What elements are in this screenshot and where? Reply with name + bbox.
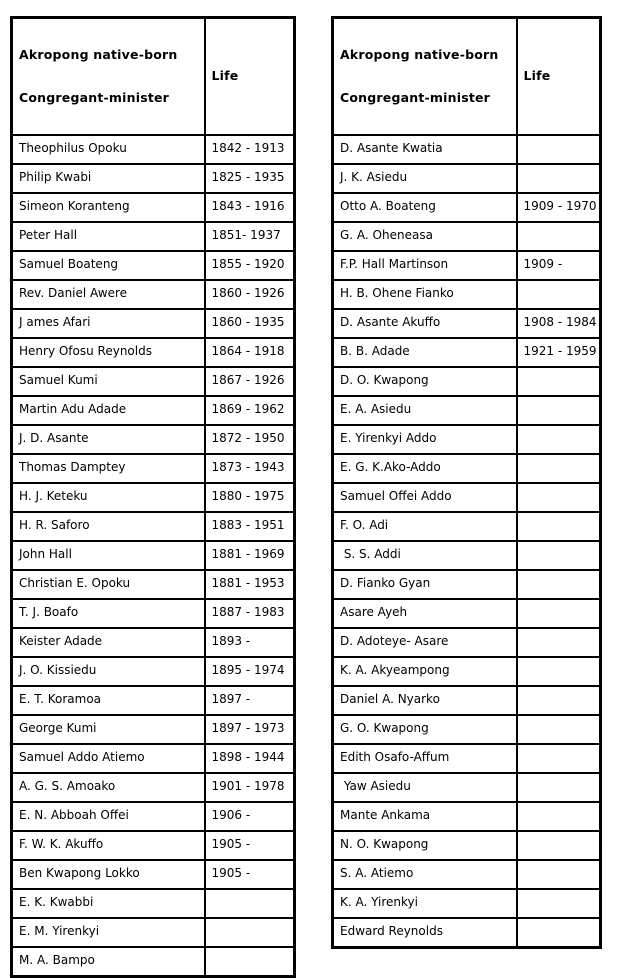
life-dates-cell: [517, 396, 601, 425]
minister-name-cell: D. Asante Kwatia: [333, 135, 517, 164]
minister-name-cell: H. B. Ohene Fianko: [333, 280, 517, 309]
table-row: [12, 309, 295, 338]
life-dates-cell: [517, 831, 601, 860]
life-dates-cell: [517, 860, 601, 889]
table-row: [12, 831, 295, 860]
table-row: [12, 512, 295, 541]
table-row: [333, 802, 601, 831]
life-dates-cell: 1887 - 1983: [205, 599, 295, 628]
life-dates-cell: 1895 - 1974: [205, 657, 295, 686]
minister-name-cell: D. Fianko Gyan: [333, 570, 517, 599]
table-row: [12, 222, 295, 251]
minister-name-cell: J ames Afari: [12, 309, 205, 338]
life-dates-cell: 1867 - 1926: [205, 367, 295, 396]
table-row: [12, 860, 295, 889]
header-line-2: Congregant-minister: [19, 90, 170, 105]
life-dates-cell: [517, 657, 601, 686]
life-dates-cell: [517, 686, 601, 715]
life-dates-cell: 1921 - 1959: [517, 338, 601, 367]
life-dates-cell: 1842 - 1913: [205, 135, 295, 164]
life-dates-cell: 1855 - 1920: [205, 251, 295, 280]
minister-name-cell: S. S. Addi: [333, 541, 517, 570]
life-dates-cell: [205, 918, 295, 947]
minister-name-cell: John Hall: [12, 541, 205, 570]
life-dates-cell: [517, 802, 601, 831]
table-row: [12, 454, 295, 483]
minister-name-cell: Keister Adade: [12, 628, 205, 657]
table-row: [333, 512, 601, 541]
life-dates-cell: [517, 715, 601, 744]
minister-name-cell: T. J. Boafo: [12, 599, 205, 628]
table-row: [12, 686, 295, 715]
minister-name-cell: E. A. Asiedu: [333, 396, 517, 425]
minister-name-cell: J. O. Kissiedu: [12, 657, 205, 686]
table-row: [333, 773, 601, 802]
life-dates-cell: [517, 628, 601, 657]
table-row: [333, 425, 601, 454]
minister-name-cell: Peter Hall: [12, 222, 205, 251]
life-dates-cell: [517, 773, 601, 802]
minister-name-cell: Daniel A. Nyarko: [333, 686, 517, 715]
minister-name-cell: Mante Ankama: [333, 802, 517, 831]
life-dates-cell: [517, 367, 601, 396]
table-row: [12, 396, 295, 425]
life-dates-cell: 1883 - 1951: [205, 512, 295, 541]
life-dates-cell: 1873 - 1943: [205, 454, 295, 483]
life-dates-cell: 1843 - 1916: [205, 193, 295, 222]
minister-name-cell: Samuel Offei Addo: [333, 483, 517, 512]
minister-name-cell: Otto A. Boateng: [333, 193, 517, 222]
table-row: [333, 570, 601, 599]
life-dates-cell: [517, 164, 601, 193]
minister-name-cell: K. A. Yirenkyi: [333, 889, 517, 918]
life-dates-cell: 1869 - 1962: [205, 396, 295, 425]
minister-name-cell: Thomas Damptey: [12, 454, 205, 483]
table-row: [12, 599, 295, 628]
table-row: [333, 599, 601, 628]
life-dates-cell: 1897 - 1973: [205, 715, 295, 744]
life-dates-cell: 1872 - 1950: [205, 425, 295, 454]
life-dates-cell: [517, 889, 601, 918]
life-dates-cell: [517, 570, 601, 599]
minister-name-cell: Christian E. Opoku: [12, 570, 205, 599]
minister-name-cell: H. R. Saforo: [12, 512, 205, 541]
table-row: [333, 338, 601, 367]
minister-name-cell: B. B. Adade: [333, 338, 517, 367]
table-row: [333, 396, 601, 425]
table-row: [12, 541, 295, 570]
table-row: [333, 715, 601, 744]
header-line-2: Congregant-minister: [340, 90, 491, 105]
life-dates-cell: 1905 -: [205, 860, 295, 889]
header-row: [333, 18, 601, 135]
life-dates-cell: 1851- 1937: [205, 222, 295, 251]
minister-name-cell: Henry Ofosu Reynolds: [12, 338, 205, 367]
table-row: [333, 193, 601, 222]
life-dates-cell: [517, 512, 601, 541]
table-row: [333, 309, 601, 338]
column-header-minister: [333, 18, 517, 135]
minister-name-cell: N. O. Kwapong: [333, 831, 517, 860]
minister-name-cell: George Kumi: [12, 715, 205, 744]
table-body: [333, 135, 601, 948]
table-row: [12, 657, 295, 686]
column-header-life: Life: [205, 18, 295, 135]
table-body: [12, 135, 295, 977]
minister-name-cell: Samuel Kumi: [12, 367, 205, 396]
life-dates-cell: 1880 - 1975: [205, 483, 295, 512]
life-dates-cell: [517, 918, 601, 948]
life-dates-cell: [517, 744, 601, 773]
life-dates-cell: 1909 - 1970: [517, 193, 601, 222]
table-row: [12, 947, 295, 977]
minister-name-cell: Simeon Koranteng: [12, 193, 205, 222]
minister-name-cell: E. K. Kwabbi: [12, 889, 205, 918]
table-row: [333, 831, 601, 860]
minister-name-cell: H. J. Keteku: [12, 483, 205, 512]
table-header: [333, 18, 601, 135]
table-row: [12, 918, 295, 947]
life-dates-cell: [517, 425, 601, 454]
table-row: [12, 193, 295, 222]
minister-name-cell: D. O. Kwapong: [333, 367, 517, 396]
column-header-life: Life: [517, 18, 601, 135]
table-row: [12, 367, 295, 396]
minister-name-cell: Edward Reynolds: [333, 918, 517, 948]
life-dates-cell: [205, 947, 295, 977]
table-row: [12, 135, 295, 164]
life-dates-cell: 1897 -: [205, 686, 295, 715]
table-row: [333, 164, 601, 193]
table-row: [333, 657, 601, 686]
life-dates-cell: [517, 135, 601, 164]
table-row: [333, 251, 601, 280]
minister-name-cell: J. K. Asiedu: [333, 164, 517, 193]
minister-name-cell: Samuel Addo Atiemo: [12, 744, 205, 773]
table-row: [12, 483, 295, 512]
minister-name-cell: Theophilus Opoku: [12, 135, 205, 164]
life-dates-cell: [517, 541, 601, 570]
table-row: [333, 744, 601, 773]
minister-name-cell: G. O. Kwapong: [333, 715, 517, 744]
table-row: [12, 280, 295, 309]
life-dates-cell: [205, 889, 295, 918]
header-row: [12, 18, 295, 135]
minister-name-cell: M. A. Bampo: [12, 947, 205, 977]
minister-name-cell: K. A. Akyeampong: [333, 657, 517, 686]
table-row: [333, 628, 601, 657]
table-row: [12, 802, 295, 831]
table-row: [333, 454, 601, 483]
table-row: [333, 541, 601, 570]
minister-name-cell: Edith Osafo-Affum: [333, 744, 517, 773]
header-line-1: Akropong native-born: [340, 46, 499, 62]
ministers-table-left: [10, 16, 296, 978]
minister-name-cell: G. A. Oheneasa: [333, 222, 517, 251]
table-row: [12, 425, 295, 454]
minister-name-cell: Asare Ayeh: [333, 599, 517, 628]
table-row: [12, 164, 295, 193]
life-dates-cell: 1860 - 1926: [205, 280, 295, 309]
minister-name-cell: J. D. Asante: [12, 425, 205, 454]
life-dates-cell: 1864 - 1918: [205, 338, 295, 367]
minister-name-cell: Rev. Daniel Awere: [12, 280, 205, 309]
minister-name-cell: Yaw Asiedu: [333, 773, 517, 802]
minister-name-cell: Martin Adu Adade: [12, 396, 205, 425]
table-row: [333, 367, 601, 396]
minister-name-cell: E. M. Yirenkyi: [12, 918, 205, 947]
life-dates-cell: 1860 - 1935: [205, 309, 295, 338]
table-row: [333, 222, 601, 251]
life-dates-cell: 1898 - 1944: [205, 744, 295, 773]
ministers-table-right: [331, 16, 602, 949]
table-row: [333, 280, 601, 309]
minister-name-cell: E. T. Koramoa: [12, 686, 205, 715]
table-row: [12, 715, 295, 744]
minister-name-cell: D. Asante Akuffo: [333, 309, 517, 338]
minister-name-cell: S. A. Atiemo: [333, 860, 517, 889]
table-row: [12, 570, 295, 599]
life-dates-cell: [517, 280, 601, 309]
life-dates-cell: [517, 483, 601, 512]
minister-name-cell: F. O. Adi: [333, 512, 517, 541]
table-row: [12, 744, 295, 773]
minister-name-cell: A. G. S. Amoako: [12, 773, 205, 802]
minister-name-cell: Samuel Boateng: [12, 251, 205, 280]
life-dates-cell: 1901 - 1978: [205, 773, 295, 802]
minister-name-cell: Ben Kwapong Lokko: [12, 860, 205, 889]
life-dates-cell: [517, 222, 601, 251]
table-row: [333, 860, 601, 889]
table-row: [333, 889, 601, 918]
table-row: [12, 889, 295, 918]
table-row: [333, 686, 601, 715]
table-row: [333, 135, 601, 164]
minister-name-cell: E. G. K.Ako-Addo: [333, 454, 517, 483]
header-line-1: Akropong native-born: [19, 46, 178, 62]
life-dates-cell: 1893 -: [205, 628, 295, 657]
life-dates-cell: 1906 -: [205, 802, 295, 831]
minister-name-cell: D. Adoteye- Asare: [333, 628, 517, 657]
life-dates-cell: 1825 - 1935: [205, 164, 295, 193]
table-row: [12, 773, 295, 802]
minister-name-cell: F. W. K. Akuffo: [12, 831, 205, 860]
minister-name-cell: E. Yirenkyi Addo: [333, 425, 517, 454]
life-dates-cell: [517, 454, 601, 483]
table-row: [12, 251, 295, 280]
table-row: [333, 483, 601, 512]
life-dates-cell: 1909 -: [517, 251, 601, 280]
column-header-minister: [12, 18, 205, 135]
minister-name-cell: E. N. Abboah Offei: [12, 802, 205, 831]
minister-name-cell: F.P. Hall Martinson: [333, 251, 517, 280]
life-dates-cell: 1905 -: [205, 831, 295, 860]
table-row: [12, 628, 295, 657]
table-row: [12, 338, 295, 367]
table-row: [333, 918, 601, 948]
life-dates-cell: 1881 - 1969: [205, 541, 295, 570]
table-header: [12, 18, 295, 135]
minister-name-cell: Philip Kwabi: [12, 164, 205, 193]
life-dates-cell: [517, 599, 601, 628]
life-dates-cell: 1908 - 1984: [517, 309, 601, 338]
life-dates-cell: 1881 - 1953: [205, 570, 295, 599]
